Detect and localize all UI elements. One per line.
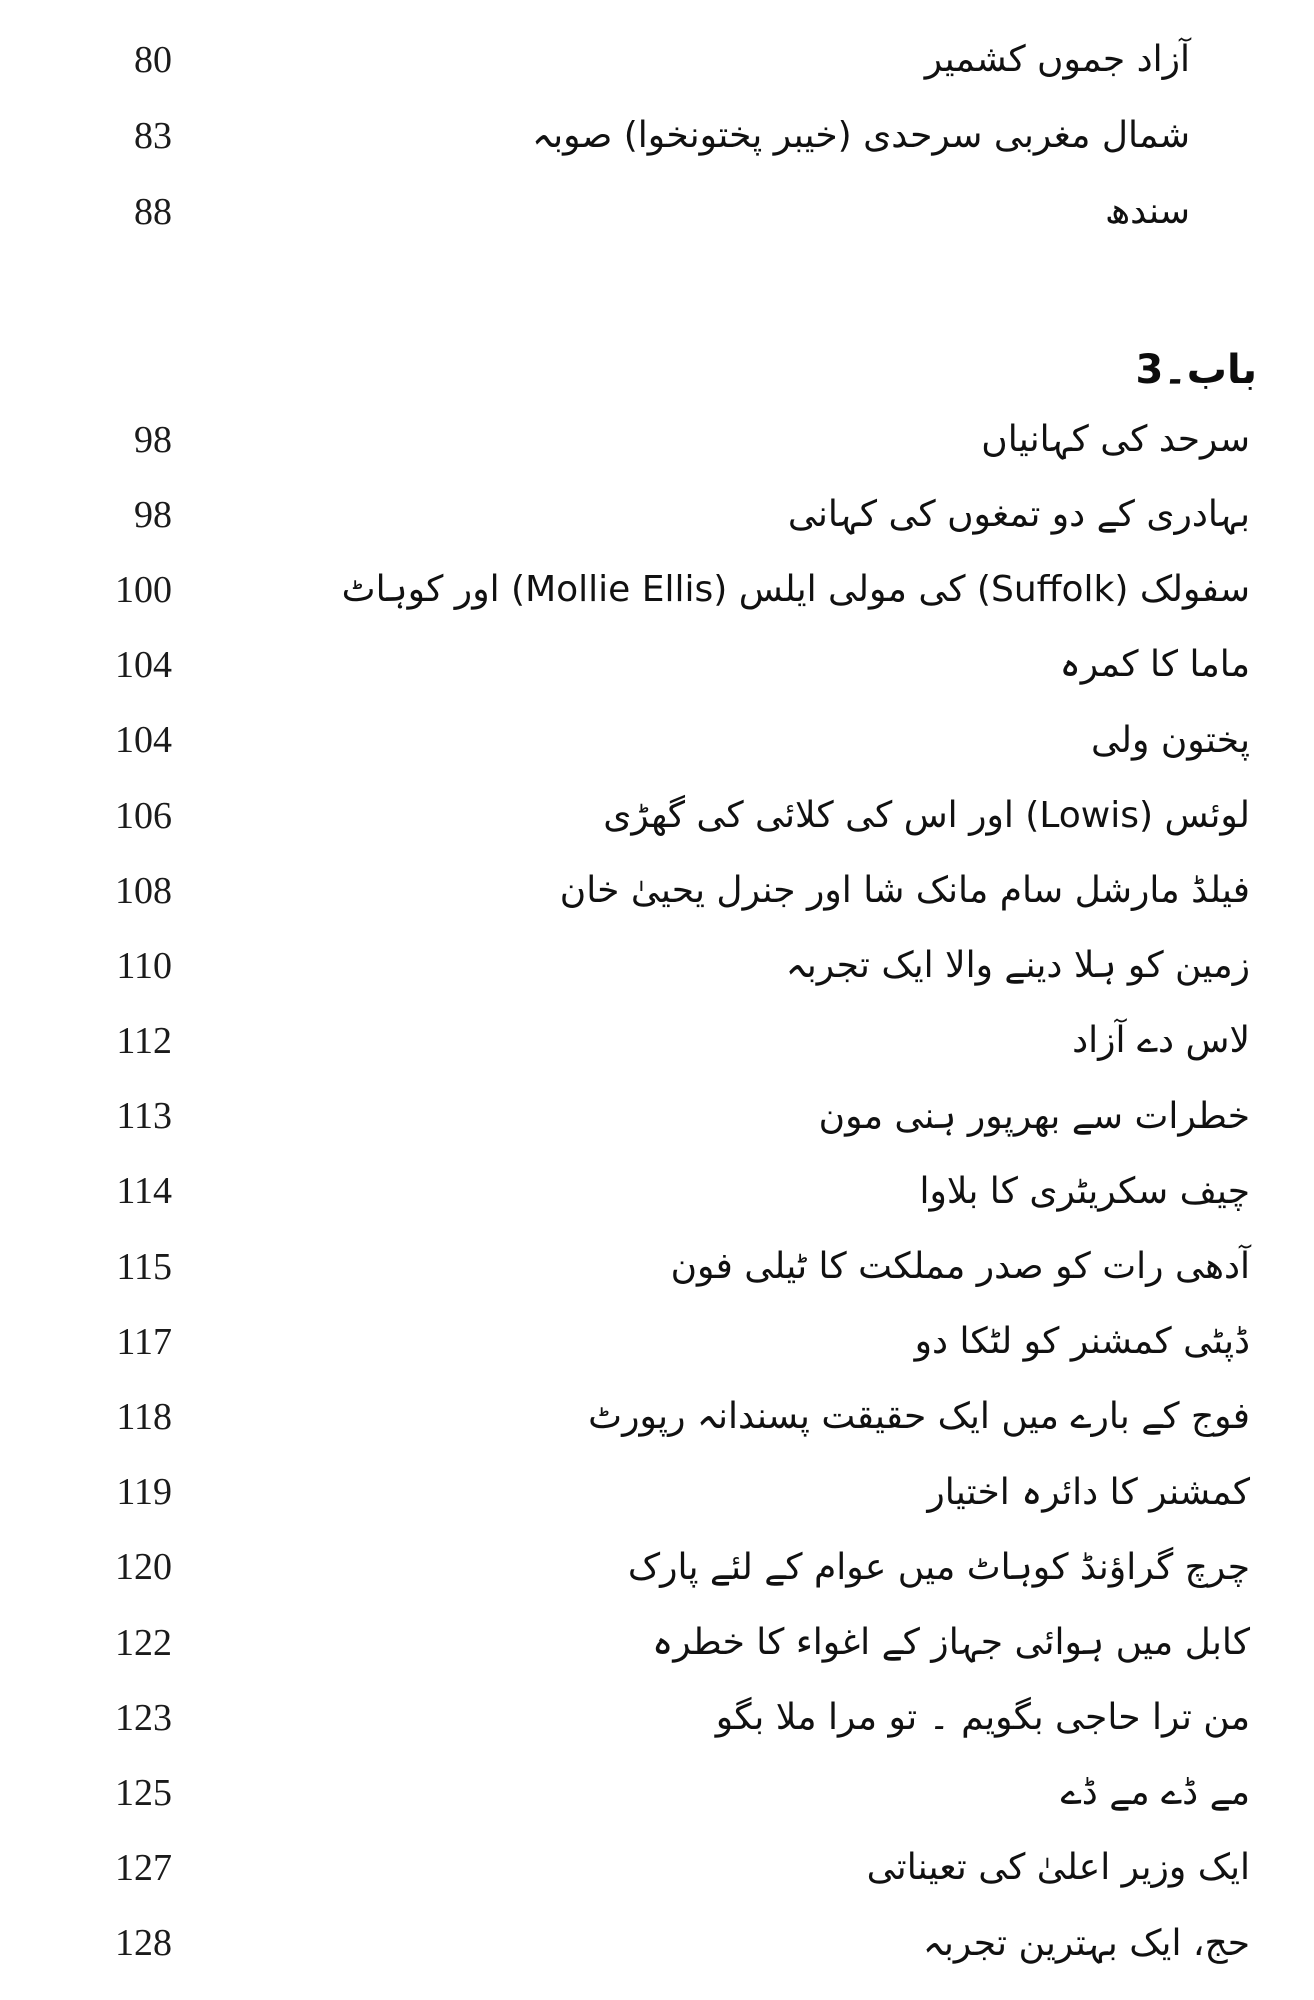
- toc-page-number: 80: [134, 39, 172, 81]
- toc-row: [0, 1680, 1314, 1755]
- toc-page-number: 88: [134, 191, 172, 233]
- toc-entry-title: سفولک (Suffolk) کی مولی ایلس (Mollie Ellis) اور کوہاٹ: [341, 569, 1250, 611]
- toc-entry-title: پختون ولی: [1091, 719, 1250, 761]
- toc-row: [0, 778, 1314, 853]
- toc-page-number: 83: [134, 115, 172, 157]
- toc-page-number: 128: [115, 1922, 172, 1965]
- toc-page-number: 115: [116, 1245, 172, 1288]
- toc-entry-title: زمین کو ہلا دینے والا ایک تجربہ: [785, 945, 1250, 987]
- toc-row: [0, 928, 1314, 1003]
- toc-page-number: 110: [116, 944, 172, 987]
- toc-row: [0, 477, 1314, 552]
- toc-page-number: 104: [115, 644, 172, 687]
- toc-page-number: 125: [115, 1771, 172, 1814]
- toc-entry-title: ماما کا کمرہ: [1059, 644, 1250, 686]
- toc-page-number: 98: [134, 418, 172, 461]
- toc-section-top: [0, 22, 1314, 250]
- toc-page-number: 100: [115, 568, 172, 611]
- toc-entry-title: آزاد جموں کشمیر: [924, 39, 1190, 81]
- toc-entry-title: سندھ: [1104, 191, 1190, 233]
- toc-row: [0, 1906, 1314, 1981]
- toc-row: [0, 98, 1314, 174]
- toc-row: [0, 1831, 1314, 1906]
- toc-entry-title: ڈپٹی کمشنر کو لٹکا دو: [914, 1321, 1250, 1363]
- toc-row: [0, 552, 1314, 627]
- toc-entry-title: فوج کے بارے میں ایک حقیقت پسندانہ رپورٹ: [588, 1396, 1250, 1438]
- toc-entry-title: لاس دے آزاد: [1072, 1020, 1250, 1062]
- toc-entry-title: فیلڈ مارشل سام مانک شا اور جنرل یحییٰ خان: [559, 870, 1250, 912]
- toc-page-number: 120: [115, 1546, 172, 1589]
- toc-entry-title: کمشنر کا دائرہ اختیار: [927, 1471, 1250, 1513]
- toc-entry-title: لوئس (Lowis) اور اس کی کلائی کی گھڑی: [603, 794, 1250, 836]
- toc-entry-title: مے ڈے مے ڈے: [1060, 1772, 1250, 1814]
- toc-section-chapter-3: [0, 402, 1314, 1981]
- toc-row: [0, 628, 1314, 703]
- toc-page-number: 127: [115, 1847, 172, 1890]
- toc-row: [0, 22, 1314, 98]
- toc-page-number: 112: [116, 1020, 172, 1063]
- toc-page-number: 119: [116, 1471, 172, 1514]
- toc-row: [0, 1304, 1314, 1379]
- toc-entry-title: چرچ گراؤنڈ کوہاٹ میں عوام کے لئے پارک: [627, 1546, 1250, 1588]
- toc-entry-title: شمال مغربی سرحدی (خیبر پختونخوا) صوبہ: [531, 115, 1190, 157]
- toc-page-number: 123: [115, 1696, 172, 1739]
- toc-row: [0, 1229, 1314, 1304]
- toc-entry-title: کابل میں ہوائی جہاز کے اغواء کا خطرہ: [652, 1621, 1250, 1663]
- toc-row: [0, 1079, 1314, 1154]
- toc-entry-title: بہادری کے دو تمغوں کی کہانی: [787, 494, 1250, 536]
- toc-page-number: 108: [115, 869, 172, 912]
- toc-entry-title: حج، ایک بہترین تجربہ: [922, 1922, 1250, 1964]
- toc-page-number: 104: [115, 719, 172, 762]
- toc-row: [0, 1530, 1314, 1605]
- toc-row: [0, 703, 1314, 778]
- toc-page-number: 114: [116, 1170, 172, 1213]
- toc-page-number: 118: [116, 1396, 172, 1439]
- toc-row: [0, 174, 1314, 250]
- toc-entry-title: خطرات سے بھرپور ہنی مون: [818, 1095, 1250, 1137]
- toc-entry-title: آدھی رات کو صدر مملکت کا ٹیلی فون: [670, 1245, 1250, 1287]
- toc-page-number: 117: [116, 1320, 172, 1363]
- toc-page-number: 122: [115, 1621, 172, 1664]
- toc-row: [0, 853, 1314, 928]
- toc-entry-title: ایک وزیر اعلیٰ کی تعیناتی: [866, 1847, 1250, 1889]
- toc-row: [0, 1154, 1314, 1229]
- toc-page-number: 113: [116, 1095, 172, 1138]
- chapter-heading: باب۔3: [1135, 347, 1257, 393]
- toc-row: [0, 1004, 1314, 1079]
- toc-row: [0, 402, 1314, 477]
- toc-row: [0, 1455, 1314, 1530]
- toc-entry-title: چیف سکریٹری کا بلاوا: [919, 1170, 1250, 1212]
- toc-row: [0, 1755, 1314, 1830]
- toc-entry-title: من ترا حاجی بگویم ۔ تو مرا ملا بگو: [715, 1697, 1250, 1739]
- toc-row: [0, 1379, 1314, 1454]
- toc-page-number: 106: [115, 794, 172, 837]
- toc-entry-title: سرحد کی کہانیاں: [981, 418, 1250, 460]
- toc-row: [0, 1605, 1314, 1680]
- toc-page-number: 98: [134, 493, 172, 536]
